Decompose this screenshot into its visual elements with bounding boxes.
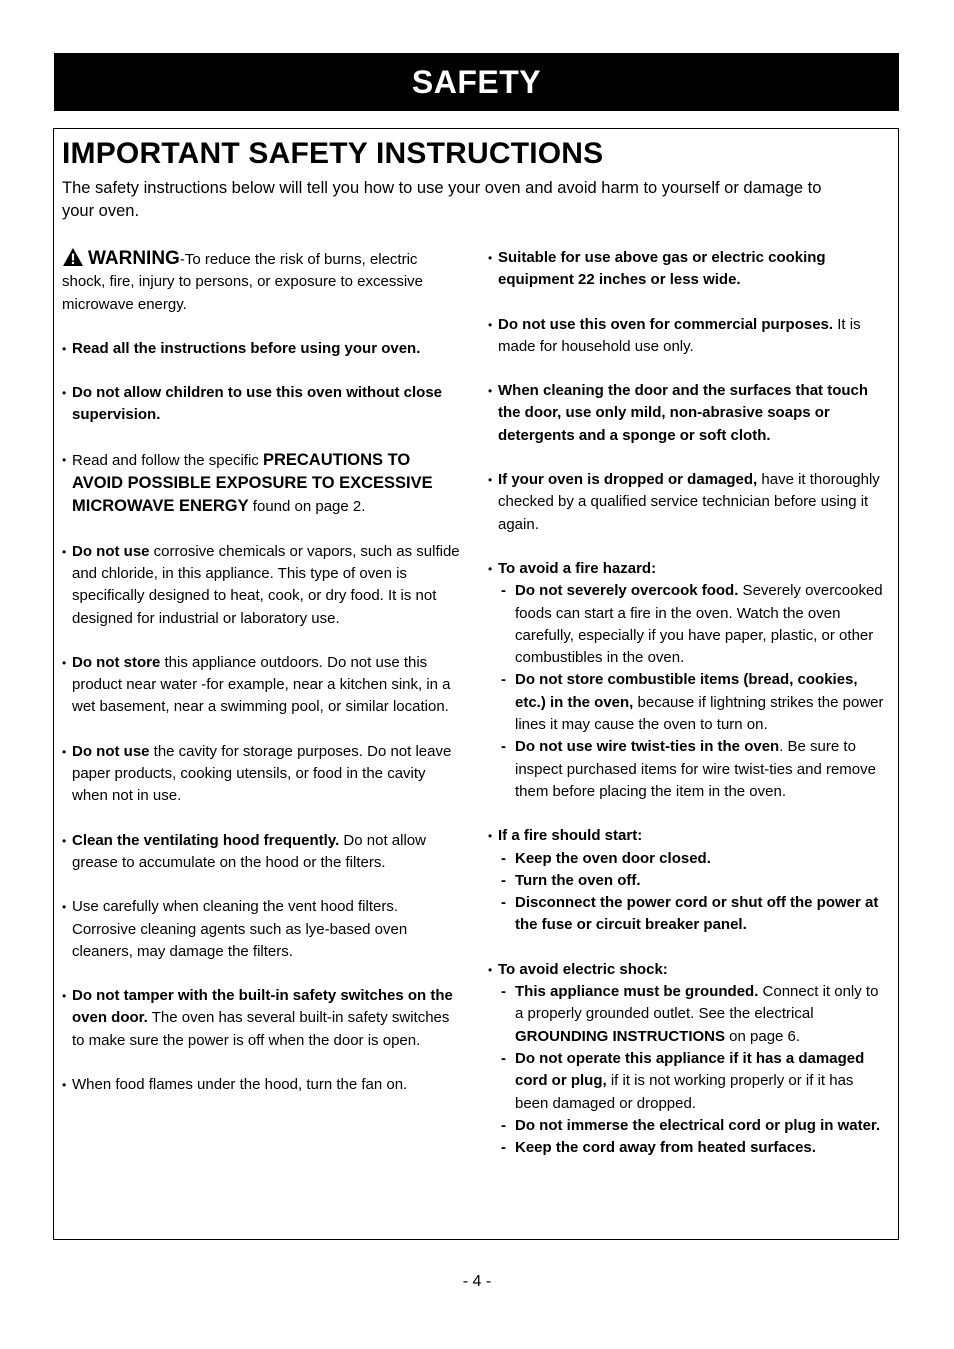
list-item-electric-shock: • To avoid electric shock: - This appliance must be grounded. Connect it only to a properly grounded outlet. See the electrical GROUNDING INSTRUCTIONS on page 6. - Do not operate this appliance if it has a damaged cord or plug, if it is not working properly or if it has been damaged or dropped. - Do not immerse the electrical cord or plug in water. - Keep the cord away from heated surfaces. xyxy=(488,959,888,1160)
page-title: IMPORTANT SAFETY INSTRUCTIONS xyxy=(62,137,604,170)
list-item: • When food flames under the hood, turn the fan on. xyxy=(62,1076,408,1094)
list-item: • Clean the ventilating hood frequently. Do not allow grease to accumulate on the hood or the filters. xyxy=(62,831,426,871)
intro-paragraph: The safety instructions below will tell you how to use your oven and avoid harm to yourself or damage to your oven. xyxy=(62,179,822,220)
sub-item: - Do not severely overcook food. Severely overcooked foods can start a fire in the oven. Watch the oven carefully, especially if you have paper, plastic, or other combustibles in the oven. xyxy=(501,582,883,667)
list-item: • Suitable for use above gas or electric cooking equipment 22 inches or less wide. xyxy=(488,249,826,289)
sub-item: - Keep the oven door closed. xyxy=(501,849,711,867)
list-item-fire-hazard: • To avoid a fire hazard: - Do not severely overcook food. Severely overcooked foods can start a fire in the oven. Watch the oven carefully, especially if you have paper, plastic, or other combustibles in the oven. - Do not store combustible items (bread, cookies, etc.) in the oven, because if lightning strikes the power lines it may cause the oven to turn on. - Do not use wire twist-ties in the oven. Be sure to inspect purchased items for wire twist-ties and remove them before placing the item in the oven. xyxy=(488,558,888,803)
list-item: • Do not allow children to use this oven without close supervision. xyxy=(62,384,443,424)
left-column xyxy=(62,247,462,1118)
sub-item: - Disconnect the power cord or shut off the power at the fuse or circuit breaker panel. xyxy=(501,894,879,934)
warning-label: WARNING xyxy=(88,248,180,269)
list-item: • If your oven is dropped or damaged, have it thoroughly checked by a qualified service technician before using it again. xyxy=(488,471,880,533)
list-item: • Use carefully when cleaning the vent hood filters. Corrosive cleaning agents such as lye-based oven cleaners, may damage the filters. xyxy=(62,898,408,960)
list-item: • Do not tamper with the built-in safety switches on the oven door. The oven has several built-in safety switches to make sure the power is off when the door is open. xyxy=(62,987,453,1049)
list-item: • Do not use this oven for commercial purposes. It is made for household use only. xyxy=(488,315,861,355)
sub-item: - Do not use wire twist-ties in the oven. Be sure to inspect purchased items for wire twist-ties and remove them before placing the item in the oven. xyxy=(501,738,876,800)
sub-item: - Keep the cord away from heated surfaces. xyxy=(501,1139,816,1157)
right-column xyxy=(488,247,888,1181)
list-item: • Do not use the cavity for storage purposes. Do not leave paper products, cooking utensils, or food in the cavity when not in use. xyxy=(62,742,452,805)
list-item-fire-start: • If a fire should start: - Keep the oven door closed. - Turn the oven off. - Disconnect the power cord or shut off the power at the fuse or circuit breaker panel. xyxy=(488,825,888,936)
sub-item: - Do not operate this appliance if it has a damaged cord or plug, if it is not working properly or if it has been damaged or dropped. xyxy=(501,1049,865,1112)
list-item: • Do not use corrosive chemicals or vapors, such as sulfide and chloride, in this appliance. This type of oven is specifically designed to heat, cook, or dry food. It is not designed for industrial or laboratory use. xyxy=(62,542,460,627)
sub-item: - Do not store combustible items (bread, cookies, etc.) in the oven, because if lightning strikes the power lines it may cause the oven to turn on. xyxy=(501,671,884,734)
warning-text: -To reduce the risk of burns, electric shock, fire, injury to persons, or exposure to excessive microwave energy. xyxy=(62,251,423,313)
sub-item: - Do not immerse the electrical cord or plug in water. xyxy=(501,1116,881,1134)
sub-item: - Turn the oven off. xyxy=(501,871,641,889)
page-number: - 4 - xyxy=(462,1273,492,1290)
list-item: • Read all the instructions before using your oven. xyxy=(62,339,421,357)
safety-instructions-box xyxy=(53,128,899,1240)
list-item: • Do not store this appliance outdoors. Do not use this product near water -for example, near a kitchen sink, in a wet basement, near a swimming pool, or similar location. xyxy=(62,653,451,716)
list-item: • Read and follow the specific PRECAUTIONS TO AVOID POSSIBLE EXPOSURE TO EXCESSIVE MICROWAVE ENERGY found on page 2. xyxy=(62,450,433,516)
banner-title: SAFETY xyxy=(411,63,542,100)
list-item: • When cleaning the door and the surfaces that touch the door, use only mild, non-abrasive soaps or detergents and a sponge or soft cloth. xyxy=(488,382,869,444)
warning-block xyxy=(62,247,462,316)
section-banner xyxy=(54,53,899,111)
warning-triangle-icon xyxy=(62,247,84,267)
sub-item: - This appliance must be grounded. Connect it only to a properly grounded outlet. See the electrical GROUNDING INSTRUCTIONS on page 6. xyxy=(501,983,879,1045)
